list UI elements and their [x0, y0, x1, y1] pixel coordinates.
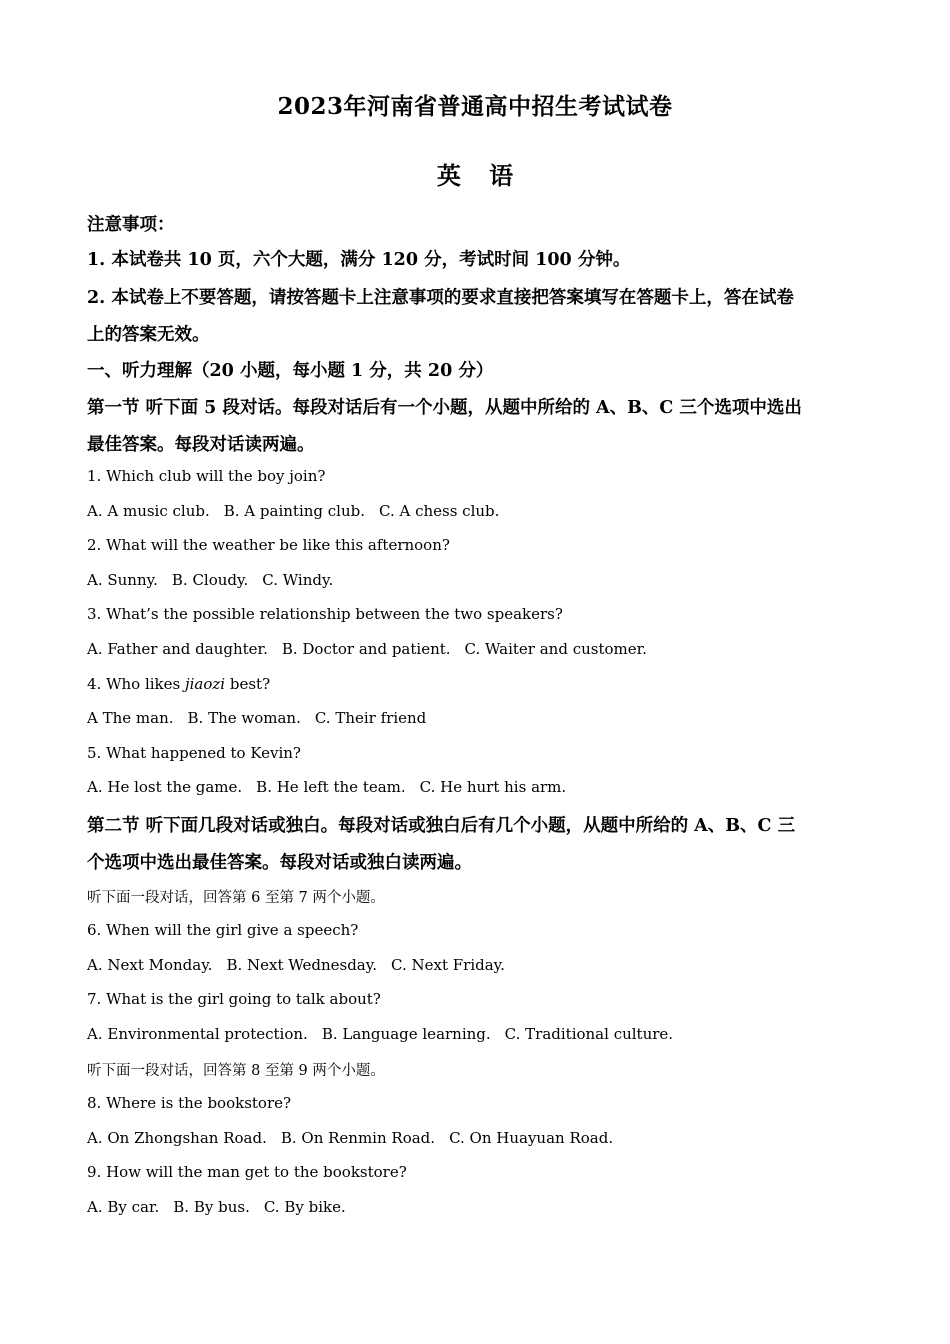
question-5: 5. What happened to Kevin? [87, 744, 301, 762]
option-b: B. A painting club. [223, 502, 365, 520]
question-3: 3. What’s the possible relationship between the two speakers? [87, 605, 563, 623]
option-a: A. Environmental protection. [87, 1025, 308, 1043]
question-9-options [87, 1198, 346, 1216]
notice-item-2-line-1: 2. 本试卷上不要答题，请按答题卡上注意事项的要求直接把答案填写在答题卡上，答在试卷 [87, 288, 794, 308]
question-6: 6. When will the girl give a speech? [87, 921, 359, 939]
question-8: 8. Where is the bookstore? [87, 1094, 292, 1112]
question-6-options [87, 956, 505, 974]
notice-label: 注意事项： [87, 215, 175, 235]
option-c: C. A chess club. [379, 502, 500, 520]
section1-instruction-line-1: 第一节 听下面 5 段对话。每段对话后有一个小题，从题中所给的 A、B、C 三个选项中选出 [87, 398, 802, 418]
subject-title: 英 语 [436, 161, 524, 190]
notice-item-2-line-2: 上的答案无效。 [87, 325, 210, 345]
option-c: C. Their friend [314, 709, 427, 727]
option-b: B. On Renmin Road. [280, 1129, 436, 1147]
option-b: B. Next Wednesday. [226, 956, 378, 974]
part1-heading: 一、听力理解（20 小题，每小题 1 分，共 20 分） [87, 361, 494, 381]
notice-item-1: 1. 本试卷共 10 页，六个大题，满分 120 分，考试时间 100 分钟。 [87, 250, 631, 270]
italic-term: jiaozi [184, 675, 226, 693]
instruction-8-9: 听下面一段对话，回答第 8 至第 9 两个小题。 [87, 1063, 385, 1079]
question-4-options [87, 709, 426, 727]
question-2-options [87, 571, 333, 589]
option-b: B. The woman. [187, 709, 301, 727]
option-a: A. On Zhongshan Road. [87, 1129, 267, 1147]
option-c: C. By bike. [263, 1198, 346, 1216]
option-a: A. He lost the game. [87, 778, 243, 796]
option-c: C. On Huayuan Road. [449, 1129, 614, 1147]
question-2: 2. What will the weather be like this afternoon? [87, 536, 450, 554]
question-7: 7. What is the girl going to talk about? [87, 990, 381, 1008]
option-c: C. Waiter and customer. [464, 640, 647, 658]
option-b: B. By bus. [173, 1198, 250, 1216]
option-c: C. He hurt his arm. [419, 778, 567, 796]
option-a: A. Father and daughter. [87, 640, 268, 658]
option-b: B. Doctor and patient. [281, 640, 451, 658]
option-a: A The man. [87, 709, 174, 727]
option-c: C. Next Friday. [391, 956, 505, 974]
question-8-options [87, 1129, 613, 1147]
question-9: 9. How will the man get to the bookstore? [87, 1163, 407, 1181]
question-4: 4. Who likes jiaozi best? [87, 675, 271, 693]
section2-instruction-line-2: 个选项中选出最佳答案。每段对话或独白读两遍。 [87, 853, 472, 873]
question-1-options [87, 502, 499, 520]
option-a: A. Sunny. [87, 571, 158, 589]
option-b: B. Language learning. [321, 1025, 491, 1043]
exam-title: 2023年河南省普通高中招生考试试卷 [277, 93, 673, 120]
question-7-options [87, 1025, 673, 1043]
option-c: C. Windy. [262, 571, 334, 589]
option-a: A. A music club. [87, 502, 210, 520]
section2-instruction-line-1: 第二节 听下面几段对话或独白。每段对话或独白后有几个小题，从题中所给的 A、B、C 三 [87, 816, 796, 836]
option-a: A. By car. [87, 1198, 160, 1216]
question-1: 1. Which club will the boy join? [87, 467, 326, 485]
option-b: B. He left the team. [256, 778, 406, 796]
option-a: A. Next Monday. [87, 956, 213, 974]
section1-instruction-line-2: 最佳答案。每段对话读两遍。 [87, 435, 315, 455]
option-b: B. Cloudy. [171, 571, 249, 589]
question-5-options [87, 778, 566, 796]
instruction-6-7: 听下面一段对话，回答第 6 至第 7 两个小题。 [87, 890, 385, 906]
option-c: C. Traditional culture. [504, 1025, 674, 1043]
question-3-options [87, 640, 647, 658]
